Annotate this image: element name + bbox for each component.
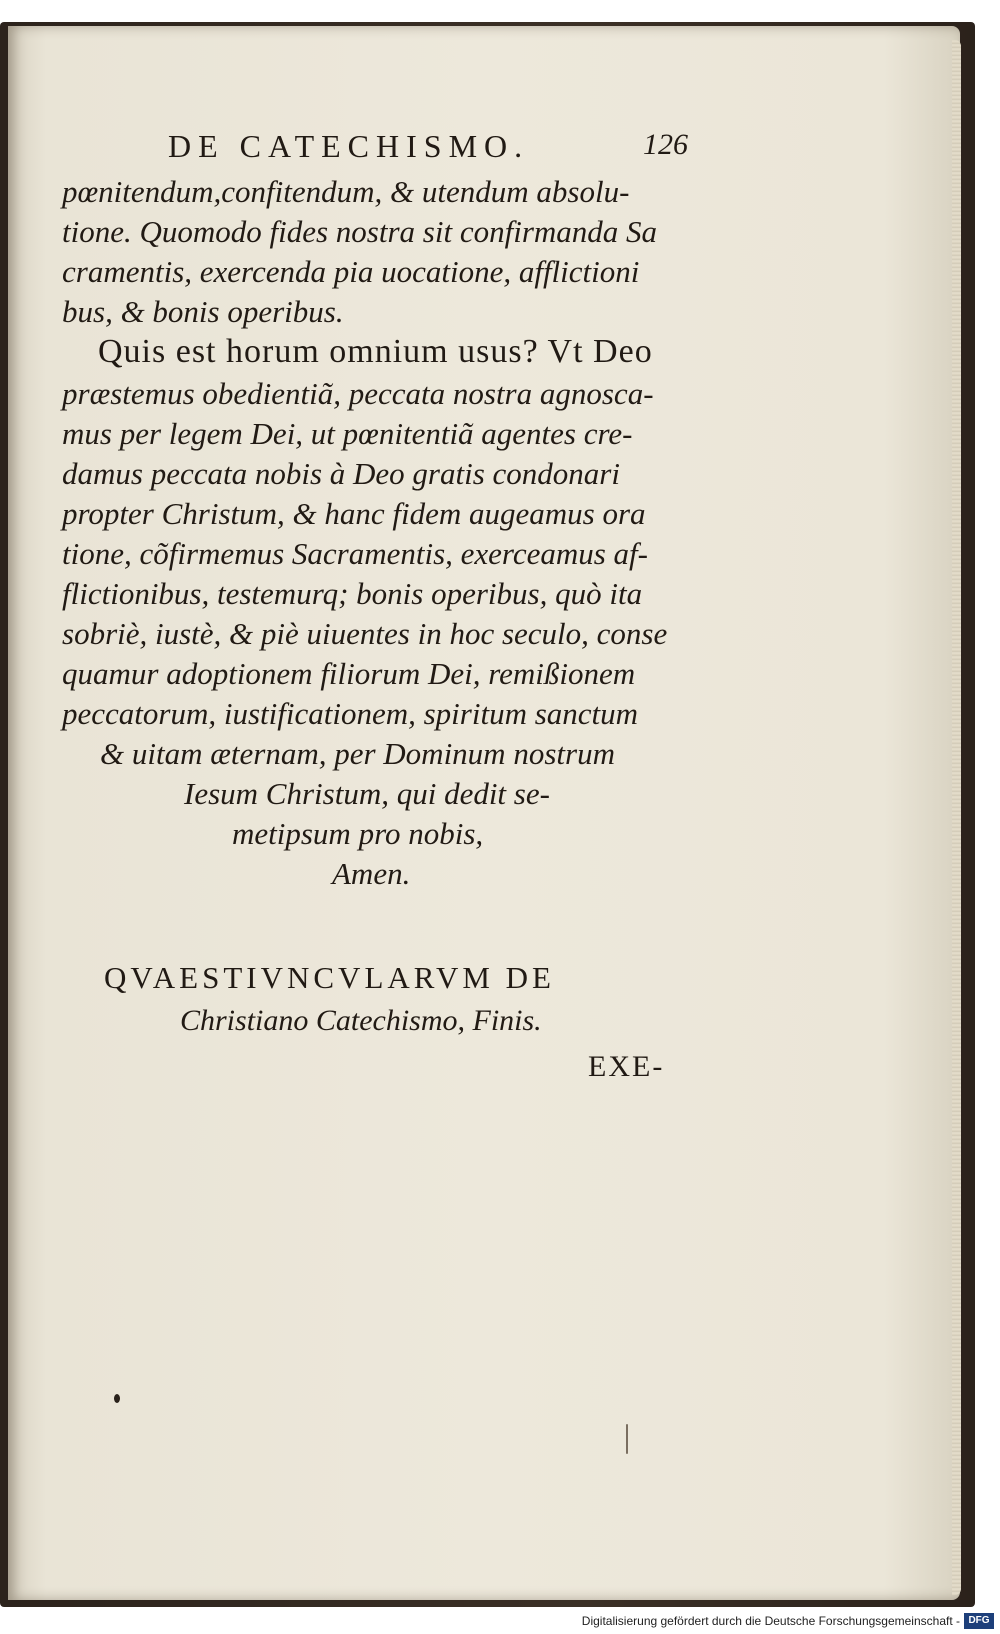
colophon-heading: QVAESTIVNCVLARVM DE (104, 960, 555, 995)
text-line: flictionibus, testemurq; bonis operibus, quò ita (62, 576, 643, 611)
question-line: Quis est horum omnium usus? Vt Deo (98, 333, 653, 370)
text-line: quamur adoptionem filiorum Dei, remißionem (62, 656, 636, 691)
text-line: sobriè, iustè, & piè uiuentes in hoc seculo, conse (62, 616, 668, 651)
funding-credit: Digitalisierung gefördert durch die Deutsche Forschungsgemeinschaft - (581, 1614, 960, 1628)
text-line: Iesum Christum, qui dedit se- (184, 776, 550, 811)
catchword: EXE- (588, 1050, 665, 1083)
ink-speck (114, 1394, 120, 1403)
text-line: tione. Quomodo fides nostra sit confirmanda Sa (62, 214, 658, 249)
digitization-footer (0, 1610, 1000, 1634)
text-line: propter Christum, & hanc fidem augeamus ora (62, 496, 646, 531)
paper-mark (626, 1424, 628, 1454)
page-number: 126 (643, 128, 688, 161)
running-head-title: DE CATECHISMO. (168, 128, 530, 164)
text-line: cramentis, exercenda pia uocatione, afflictioni (62, 254, 640, 289)
running-head (168, 128, 688, 172)
text-line: mus per legem Dei, ut pœnitentiã agentes cre- (62, 416, 633, 451)
text-line: damus peccata nobis à Deo gratis condonari (62, 456, 620, 491)
text-line: & uitam æternam, per Dominum nostrum (100, 736, 615, 771)
text-line: tione, cõfirmemus Sacramentis, exerceamus af- (62, 536, 648, 571)
text-line: peccatorum, iustificationem, spiritum sanctum (62, 696, 639, 731)
page-edges (952, 40, 961, 1595)
text-line: metipsum pro nobis, (232, 816, 484, 851)
text-line: Amen. (332, 856, 411, 891)
text-line: bus, & bonis operibus. (62, 294, 344, 329)
dfg-logo: DFG (964, 1613, 994, 1629)
colophon-subheading: Christiano Catechismo, Finis. (180, 1004, 542, 1037)
text-line: præstemus obedientiã, peccata nostra agnosca- (62, 376, 654, 411)
text-line: pœnitendum,confitendum, & utendum absolu- (62, 174, 630, 209)
